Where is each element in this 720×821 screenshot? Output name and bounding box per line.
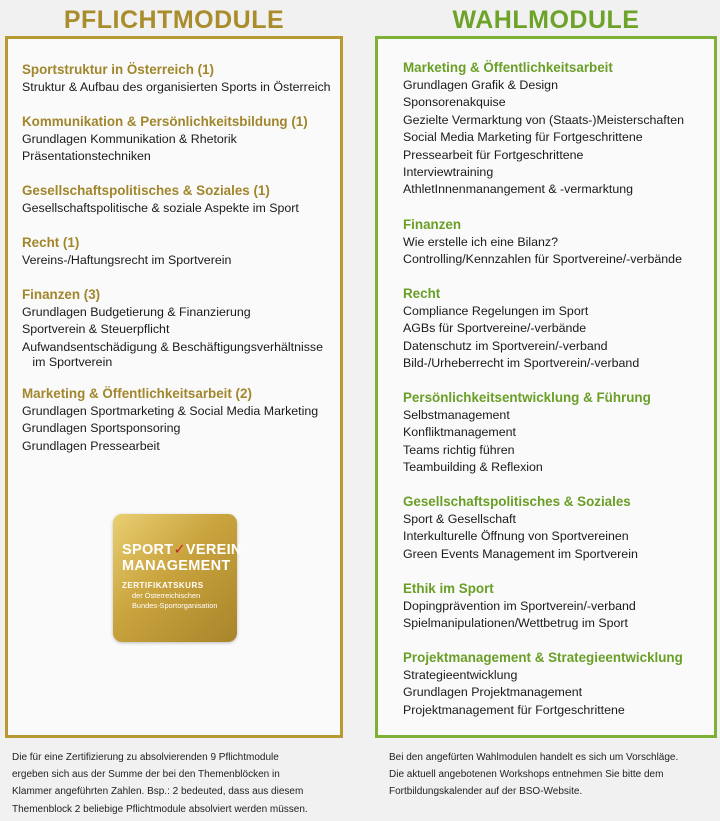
list-item: Grundlagen Pressearbeit (22, 438, 160, 453)
pflicht-footnote (12, 749, 347, 818)
block-title: Kommunikation & Persönlichkeitsbildung (1) (22, 114, 308, 129)
list-item: Bild-/Urheberrecht im Sportverein/-verband (403, 356, 640, 371)
pflichtmodule-heading: PFLICHTMODULE (63, 6, 285, 34)
list-item: Sponsorenakquise (403, 95, 506, 110)
wahl-footnote (389, 749, 714, 801)
wahl-block (403, 59, 684, 199)
list-item: Vereins-/Haftungsrecht im Sportverein (22, 253, 232, 267)
list-item: Green Events Management im Sportverein (403, 546, 638, 561)
list-item: Interviewtraining (403, 165, 494, 180)
block-title: Gesellschaftspolitisches & Soziales (1) (22, 183, 270, 198)
footnote-line: Die aktuell angebotenen Workshops entnehmen Sie bitte dem (389, 769, 664, 781)
list-item: Projektmanagement für Fortgeschrittene (403, 702, 625, 717)
list-item: Wie erstelle ich eine Bilanz? (403, 235, 558, 249)
list-item: Grundlagen Sportsponsoring (22, 421, 181, 436)
sportverein-management-seal (113, 514, 242, 642)
logo-org-line2: Bundes-Sportorganisation (132, 601, 218, 610)
list-item: Grundlagen Grafik & Design (403, 78, 558, 92)
list-item: Gesellschaftspolitische & soziale Aspekte im Sport (22, 201, 299, 215)
list-item: Sportverein & Steuerpflicht (22, 322, 170, 337)
list-item: Teams richtig führen (403, 442, 515, 457)
pflicht-block (22, 113, 308, 166)
list-item: Grundlagen Projektmanagement (403, 685, 583, 700)
list-item: Spielmanipulationen/Wettbetrug im Sport (403, 616, 628, 631)
list-item: Controlling/Kennzahlen für Sportvereine/-verbände (403, 252, 682, 267)
block-title: Marketing & Öffentlichkeitsarbeit (403, 60, 613, 75)
list-item: Selbstmanagement (403, 408, 510, 422)
logo-org-line1: der Österreichischen (132, 591, 201, 600)
list-item: Dopingprävention im Sportverein/-verband (403, 599, 636, 613)
checkmark-icon: ✓ (173, 542, 186, 558)
wahl-block (403, 580, 636, 633)
block-title: Finanzen (3) (22, 287, 101, 302)
list-item: Grundlagen Sportmarketing & Social Media Marketing (22, 404, 319, 418)
list-item: Social Media Marketing für Fortgeschrittene (403, 130, 643, 145)
pflicht-block (22, 234, 231, 269)
list-item: im Sportverein (22, 355, 113, 370)
wahlmodule-heading: WAHLMODULE (452, 6, 640, 34)
logo-management-text: MANAGEMENT (122, 558, 231, 574)
list-item: AGBs für Sportvereine/-verbände (403, 321, 587, 336)
list-item: Struktur & Aufbau des organisierten Sports in Österreich (22, 80, 331, 94)
list-item: Sport & Gesellschaft (403, 512, 516, 526)
footnote-line: Bei den angefürten Wahlmodulen handelt es sich um Vorschläge. (389, 752, 679, 763)
pflicht-block (22, 286, 323, 369)
list-item: Pressearbeit für Fortgeschrittene (403, 147, 584, 162)
list-item: Strategieentwicklung (403, 668, 518, 682)
logo-sport-verein (122, 542, 242, 558)
block-title: Finanzen (403, 217, 462, 232)
pflicht-block (22, 61, 331, 96)
block-title: Marketing & Öffentlichkeitsarbeit (2) (22, 386, 252, 401)
pflichtmodule-panel (5, 36, 343, 738)
block-title: Gesellschaftspolitisches & Soziales (403, 494, 631, 509)
block-title: Recht (403, 286, 441, 301)
pflicht-block (22, 385, 318, 455)
list-item: Grundlagen Kommunikation & Rhetorik (22, 132, 237, 146)
block-title: Recht (1) (22, 235, 80, 250)
list-item: Compliance Regelungen im Sport (403, 304, 589, 318)
wahl-block (403, 649, 683, 719)
list-item: Gezielte Vermarktung von (Staats-)Meisterschaften (403, 112, 684, 127)
logo-sport-text: SPORT (122, 542, 174, 558)
footnote-line: Die für eine Zertifizierung zu absolvierenden 9 Pflichtmodule (12, 752, 279, 763)
block-title: Persönlichkeitsentwicklung & Führung (403, 390, 651, 405)
list-item: Präsentationstechniken (22, 149, 151, 164)
wahl-block (403, 389, 651, 477)
wahl-block (403, 493, 638, 563)
footnote-line: Themenblock 2 beliebige Pflichtmodule absolviert werden müssen. (12, 803, 308, 815)
wahl-block (403, 285, 639, 373)
logo-verein-text: VEREIN (185, 542, 242, 558)
list-item: Grundlagen Budgetierung & Finanzierung (22, 305, 251, 319)
block-title: Projektmanagement & Strategieentwicklung (403, 650, 683, 665)
list-item: Teambuilding & Reflexion (403, 460, 543, 475)
footnote-line: Fortbildungskalender auf der BSO-Website. (389, 786, 583, 798)
list-item: Datenschutz im Sportverein/-verband (403, 338, 608, 353)
list-item: Aufwandsentschädigung & Beschäftigungsverhältnisse (22, 339, 324, 354)
list-item: Konfliktmanagement (403, 425, 516, 440)
logo-zertifikatskurs: ZERTIFIKATSKURS (122, 581, 204, 590)
footnote-line: Klammer angeführten Zahlen. Bsp.: 2 bedeuted, dass aus diesem (12, 786, 304, 798)
list-item: AthletInnenmanangement & -vermarktung (403, 182, 634, 197)
pflicht-block (22, 182, 299, 217)
block-title: Ethik im Sport (403, 581, 494, 596)
list-item: Interkulturelle Öffnung von Sportvereinen (403, 529, 629, 544)
block-title: Sportstruktur in Österreich (1) (22, 62, 214, 77)
wahl-block (403, 216, 682, 269)
wahlmodule-panel (375, 36, 717, 738)
footnote-line: ergeben sich aus der Summe der bei den Themenblöcken in (12, 769, 280, 781)
